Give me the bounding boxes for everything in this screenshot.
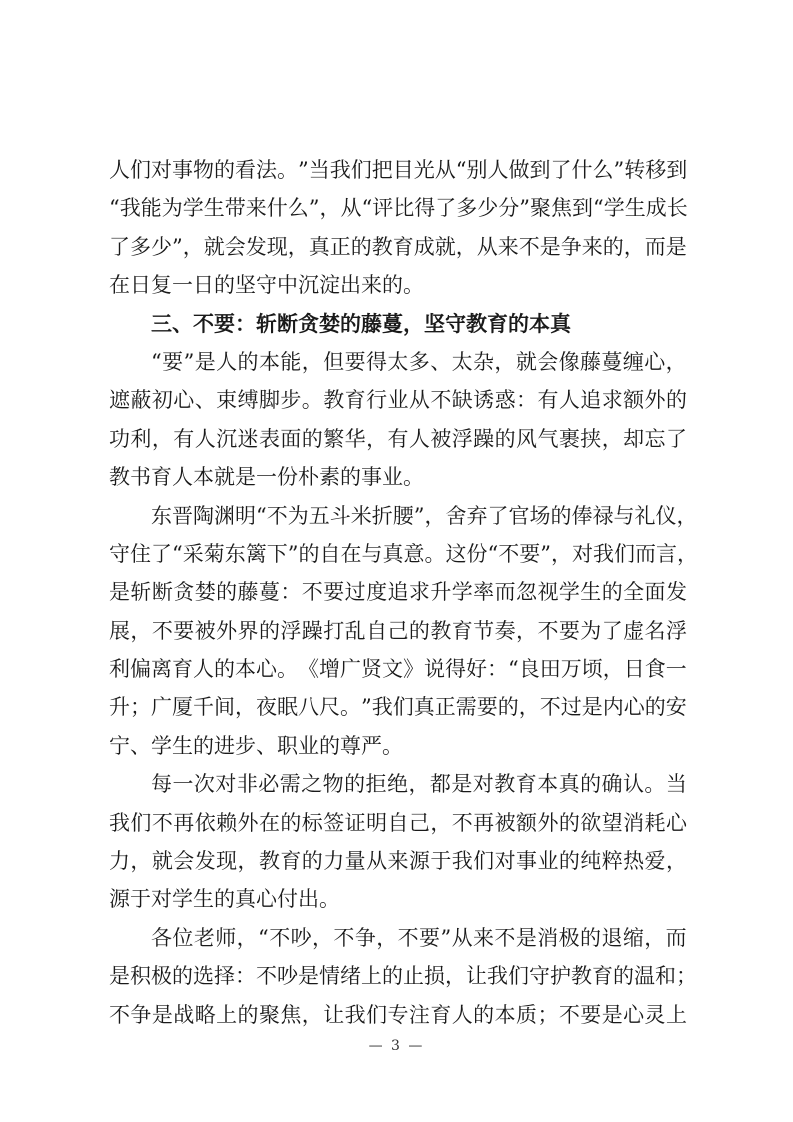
- text-line: 不 争 是 战 略 上 的 聚 焦 ， 让 我 们 专 注 育 人 的 本 质 ； 不 要 是 心 灵 上: [109, 1002, 687, 1027]
- text-line: 展 ， 不 要 被 外 界 的 浮 躁 打 乱 自 己 的 教 育 节 奏 ， 不 要 为 了 虚 名 浮: [109, 618, 687, 643]
- paragraph-last-line: 源于对学生的真心付出。: [109, 887, 340, 912]
- text-line: 是 斩 断 贪 婪 的 藤 蔓 ： 不 要 过 度 追 求 升 学 率 而 忽 视 学 生 的 全 面 发: [109, 580, 687, 605]
- paragraph-first-line: 东 晋 陶 渊 明 “ 不 为 五 斗 米 折 腰 ” ， 舍 弃 了 官 场 的 俸 禄 与 礼 仪 ，: [151, 503, 698, 528]
- text-line: 是 积 极 的 选 择 ： 不 吵 是 情 绪 上 的 止 损 ， 让 我 们 守 护 教 育 的 温 和 ；: [109, 964, 697, 989]
- text-line: 了 多 少 ” ， 就 会 发 现 ， 真 正 的 教 育 成 就 ， 从 来 不 是 争 来 的 ， 而 是: [109, 234, 687, 259]
- paragraph-first-line: “ 要 ” 是 人 的 本 能 ， 但 要 得 太 多 、 太 杂 ， 就 会 像 藤 蔓 缠 心 ，: [151, 349, 687, 374]
- paragraph-last-line: 教书育人本就是一份朴素的事业。: [109, 465, 424, 490]
- paragraph-last-line: 宁、学生的进步、职业的尊严。: [109, 733, 403, 758]
- section-heading: 三、不要：斩断贪婪的藤蔓，坚守教育的本真: [151, 311, 571, 336]
- text-line: 升 ； 广 厦 千 间 ， 夜 眠 八 尺 。 ” 我 们 真 正 需 要 的 ， 不 过 是 内 心 的 安: [109, 695, 687, 720]
- text-line: 我 们 不 再 依 赖 外 在 的 标 签 证 明 自 己 ， 不 再 被 额 外 的 欲 望 消 耗 心: [109, 810, 687, 835]
- text-line: 守 住 了 “ 采 菊 东 篱 下 ” 的 自 在 与 真 意 。 这 份 “ 不 要 ” ， 对 我 们 而 言 ，: [109, 541, 698, 566]
- paragraph-last-line: 在日复一日的坚守中沉淀出来的。: [109, 273, 424, 298]
- paragraph-first-line: 各 位 老 师 ， “ 不 吵 ， 不 争 ， 不 要 ” 从 来 不 是 消 极 的 退 缩 ， 而: [151, 925, 687, 950]
- text-line: “ 我 能 为 学 生 带 来 什 么 ” ， 从 “ 评 比 得 了 多 少 分 ” 聚 焦 到 “ 学 生 成 长: [109, 196, 688, 221]
- text-line: 功 利 ， 有 人 沉 迷 表 面 的 繁 华 ， 有 人 被 浮 躁 的 风 气 裹 挟 ， 却 忘 了: [109, 426, 687, 451]
- body-text: [109, 151, 698, 1034]
- text-line: 力 ， 就 会 发 现 ， 教 育 的 力 量 从 来 源 于 我 们 对 事 业 的 纯 粹 热 爱 ，: [109, 849, 687, 874]
- text-line: 利 偏 离 育 人 的 本 心 。 《 增 广 贤 文 》 说 得 好 ： “ 良 田 万 顷 ， 日 食 一: [109, 657, 687, 682]
- page-number: — 3 —: [368, 1038, 425, 1054]
- text-line: 人 们 对 事 物 的 看 法 。 ” 当 我 们 把 目 光 从 “ 别 人 做 到 了 什 么 ” 转 移 到: [109, 158, 688, 182]
- paragraph-first-line: 每 一 次 对 非 必 需 之 物 的 拒 绝 ， 都 是 对 教 育 本 真 的 确 认 。 当: [151, 772, 687, 797]
- text-line: 遮 蔽 初 心 、 束 缚 脚 步 。 教 育 行 业 从 不 缺 诱 惑 ： 有 人 追 求 额 外 的: [109, 388, 687, 413]
